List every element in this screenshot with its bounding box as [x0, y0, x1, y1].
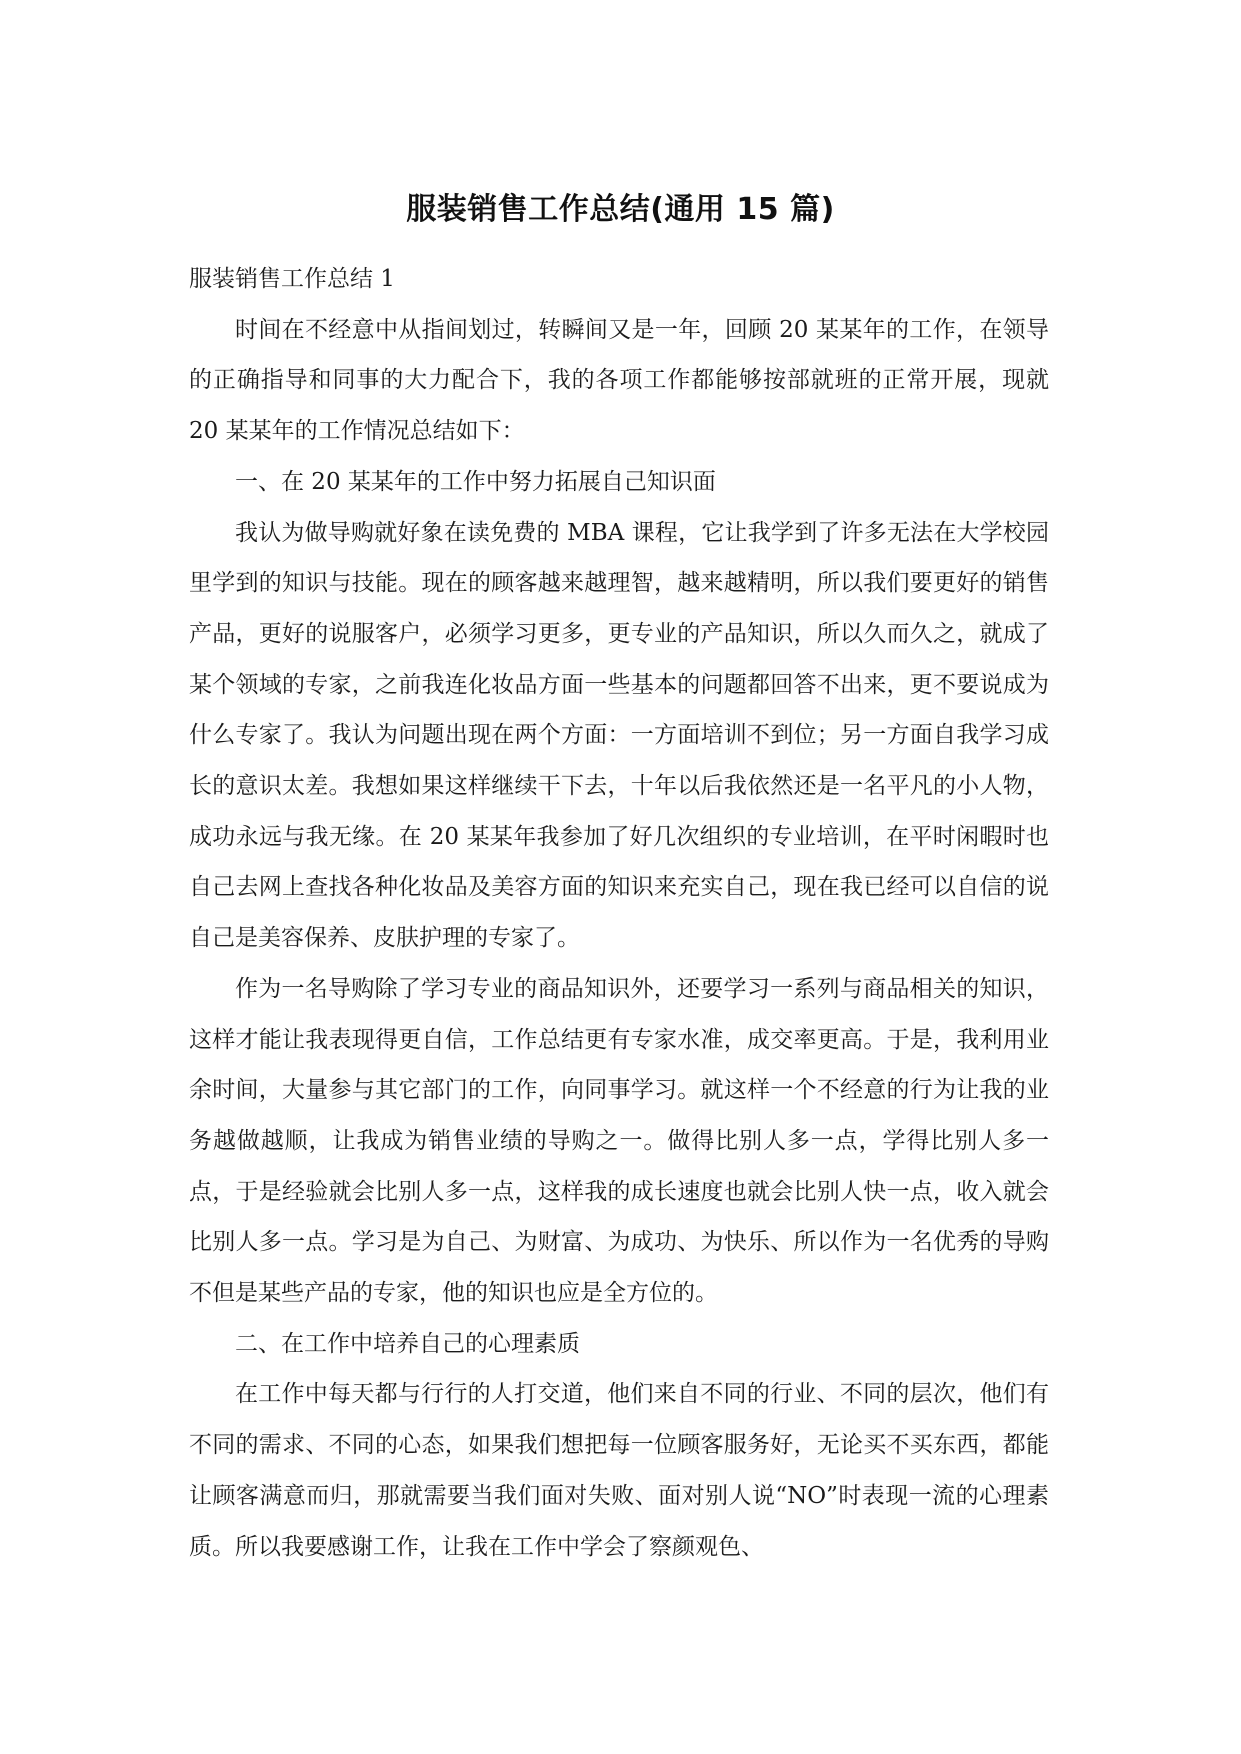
paragraph-psychology: 在工作中每天都与行行的人打交道，他们来自不同的行业、不同的层次，他们有不同的需求、不同的心态，如果我们想把每一位顾客服务好，无论买不买东西，都能让顾客满意而归，那就需要当我们面对失败、面对别人说“NO”时表现一流的心理素质。所以我要感谢工作，让我在工作中学会了察颜观色、 — [189, 1381, 1049, 1560]
paragraph-heading-one: 一、在 20 某某年的工作中努力拓展自己知识面 — [235, 468, 716, 495]
paragraph-knowledge: 我认为做导购就好象在读免费的 MBA 课程，它让我学到了许多无法在大学校园里学到的知识与技能。现在的顾客越来越理智，越来越精明，所以我们要更好的销售产品，更好的说服客户，必须学习更多，更专业的产品知识，所以久而久之，就成了某个领域的专家，之前我连化妆品方面一些基本的问题都回答不出来，更不要说成为什么专家了。我认为问题出现在两个方面：一方面培训不到位；另一方面自我学习成长的意识太差。我想如果这样继续干下去，十年以后我依然还是一名平凡的小人物，成功永远与我无缘。在 20 某某年我参加了好几次组织的专业培训，在平时闲暇时也自己去网上查找各种化妆品及美容方面的知识来充实自己，现在我已经可以自信的说自己是美容保养、皮肤护理的专家了。 — [189, 519, 1049, 952]
section-heading: 服装销售工作总结 1 — [189, 266, 395, 292]
paragraph-heading-two: 二、在工作中培养自己的心理素质 — [235, 1330, 580, 1357]
document-body — [189, 254, 1049, 1572]
document-title: 服装销售工作总结(通用 15 篇) — [406, 192, 835, 227]
paragraph-intro: 时间在不经意中从指间划过，转瞬间又是一年，回顾 20 某某年的工作，在领导的正确指导和同事的大力配合下，我的各项工作都能够按部就班的正常开展，现就 20 某某年的工作情况总结如下： — [189, 316, 1049, 445]
paragraph-learning: 作为一名导购除了学习专业的商品知识外，还要学习一系列与商品相关的知识，这样才能让我表现得更自信，工作总结更有专家水准，成交率更高。于是，我利用业余时间，大量参与其它部门的工作，向同事学习。就这样一个不经意的行为让我的业务越做越顺，让我成为销售业绩的导购之一。做得比别人多一点，学得比别人多一点，于是经验就会比别人多一点，这样我的成长速度也就会比别人快一点，收入就会比别人多一点。学习是为自己、为财富、为成功、为快乐、所以作为一名优秀的导购不但是某些产品的专家，他的知识也应是全方位的。 — [189, 975, 1049, 1307]
